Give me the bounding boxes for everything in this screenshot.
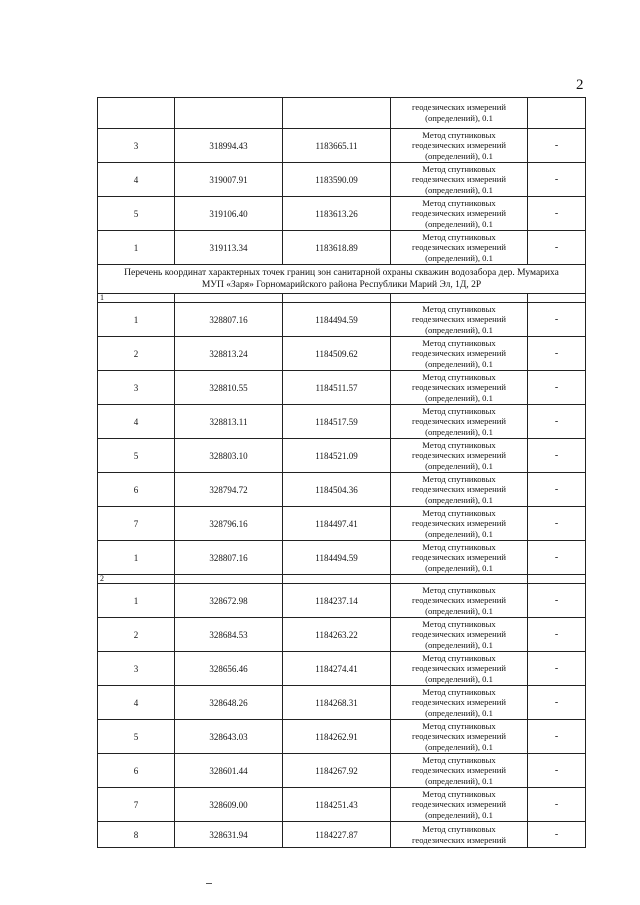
method-cell: Метод спутниковых геодезических измерений (определений), 0.1 bbox=[391, 754, 528, 788]
method-cell: Метод спутниковых геодезических измерений (определений), 0.1 bbox=[391, 584, 528, 618]
y-coordinate-cell: 1184517.59 bbox=[283, 405, 391, 439]
point-number-cell: 3 bbox=[98, 371, 175, 405]
accuracy-dash-cell: - bbox=[528, 129, 586, 163]
table-row bbox=[98, 686, 586, 720]
point-number-cell: 5 bbox=[98, 197, 175, 231]
accuracy-dash-cell: - bbox=[528, 584, 586, 618]
accuracy-dash-cell: - bbox=[528, 337, 586, 371]
y-coordinate-cell: 1184263.22 bbox=[283, 618, 391, 652]
x-coordinate-cell: 328684.53 bbox=[175, 618, 283, 652]
accuracy-dash-cell: - bbox=[528, 720, 586, 754]
y-coordinate-cell: 1184237.14 bbox=[283, 584, 391, 618]
accuracy-dash-cell: - bbox=[528, 439, 586, 473]
accuracy-dash-cell: - bbox=[528, 507, 586, 541]
table-row-continued bbox=[98, 98, 586, 129]
method-cell: Метод спутниковых геодезических измерений (определений), 0.1 bbox=[391, 163, 528, 197]
point-number-cell: 6 bbox=[98, 754, 175, 788]
table-row bbox=[98, 371, 586, 405]
point-number-cell: 7 bbox=[98, 788, 175, 822]
y-coordinate-cell: 1184509.62 bbox=[283, 337, 391, 371]
accuracy-dash-cell: - bbox=[528, 405, 586, 439]
zone-header-row bbox=[98, 294, 586, 303]
table-row bbox=[98, 720, 586, 754]
x-coordinate-cell: 328609.00 bbox=[175, 788, 283, 822]
table-row bbox=[98, 584, 586, 618]
point-number-cell: 4 bbox=[98, 405, 175, 439]
point-number-cell: 1 bbox=[98, 231, 175, 265]
method-cell: Метод спутниковых геодезических измерений (определений), 0.1 bbox=[391, 473, 528, 507]
accuracy-dash-cell: - bbox=[528, 371, 586, 405]
scan-mark bbox=[206, 883, 212, 884]
table-row bbox=[98, 163, 586, 197]
accuracy-dash-cell: - bbox=[528, 822, 586, 848]
x-coordinate-cell: 328656.46 bbox=[175, 652, 283, 686]
y-coordinate-cell: 1183618.89 bbox=[283, 231, 391, 265]
method-cell: Метод спутниковых геодезических измерений (определений), 0.1 bbox=[391, 720, 528, 754]
x-coordinate-cell: 328810.55 bbox=[175, 371, 283, 405]
x-coordinate-cell: 328643.03 bbox=[175, 720, 283, 754]
point-number-cell: 2 bbox=[98, 337, 175, 371]
accuracy-dash-cell: - bbox=[528, 197, 586, 231]
zone-label: 2 bbox=[98, 575, 175, 584]
method-cell: Метод спутниковых геодезических измерений (определений), 0.1 bbox=[391, 231, 528, 265]
method-cell: Метод спутниковых геодезических измерений (определений), 0.1 bbox=[391, 439, 528, 473]
accuracy-dash-cell: - bbox=[528, 686, 586, 720]
coordinates-table bbox=[97, 97, 586, 848]
method-cell: Метод спутниковых геодезических измерений (определений), 0.1 bbox=[391, 337, 528, 371]
x-coordinate-cell: 328807.16 bbox=[175, 541, 283, 575]
y-coordinate-cell: 1184494.59 bbox=[283, 303, 391, 337]
point-number-cell: 5 bbox=[98, 439, 175, 473]
x-coordinate-cell: 328813.24 bbox=[175, 337, 283, 371]
point-number-cell: 7 bbox=[98, 507, 175, 541]
point-number-cell: 3 bbox=[98, 129, 175, 163]
method-cell: Метод спутниковых геодезических измерений bbox=[391, 822, 528, 848]
accuracy-dash-cell: - bbox=[528, 541, 586, 575]
accuracy-dash-cell: - bbox=[528, 788, 586, 822]
x-coordinate-cell: 328672.98 bbox=[175, 584, 283, 618]
y-coordinate-cell: 1183590.09 bbox=[283, 163, 391, 197]
table-row bbox=[98, 129, 586, 163]
method-cell: Метод спутниковых геодезических измерений (определений), 0.1 bbox=[391, 303, 528, 337]
accuracy-dash-cell: - bbox=[528, 473, 586, 507]
point-number-cell: 1 bbox=[98, 584, 175, 618]
table-row bbox=[98, 405, 586, 439]
y-coordinate-cell: 1184521.09 bbox=[283, 439, 391, 473]
y-coordinate-cell: 1184251.43 bbox=[283, 788, 391, 822]
x-coordinate-cell: 319007.91 bbox=[175, 163, 283, 197]
table-row bbox=[98, 507, 586, 541]
method-cell: Метод спутниковых геодезических измерений (определений), 0.1 bbox=[391, 405, 528, 439]
accuracy-dash-cell: - bbox=[528, 618, 586, 652]
method-cell: геодезических измерений (определений), 0.1 bbox=[391, 98, 528, 129]
accuracy-dash-cell: - bbox=[528, 231, 586, 265]
y-coordinate-cell: 1183613.26 bbox=[283, 197, 391, 231]
table-row bbox=[98, 231, 586, 265]
point-number-cell: 1 bbox=[98, 541, 175, 575]
y-coordinate-cell: 1184494.59 bbox=[283, 541, 391, 575]
method-cell: Метод спутниковых геодезических измерений (определений), 0.1 bbox=[391, 507, 528, 541]
table-row bbox=[98, 618, 586, 652]
method-cell: Метод спутниковых геодезических измерений (определений), 0.1 bbox=[391, 618, 528, 652]
zone-header-row bbox=[98, 575, 586, 584]
x-coordinate-cell: 318994.43 bbox=[175, 129, 283, 163]
point-number-cell: 4 bbox=[98, 686, 175, 720]
table-row bbox=[98, 541, 586, 575]
section-caption: Перечень координат характерных точек границ зон санитарной охраны скважин водозабора дер. Мумариха МУП «Заря» Горномарийского района Республики Марий Эл, 1Д, 2Р bbox=[98, 265, 586, 294]
point-number-cell: 3 bbox=[98, 652, 175, 686]
x-coordinate-cell: 328631.94 bbox=[175, 822, 283, 848]
accuracy-dash-cell: - bbox=[528, 303, 586, 337]
x-coordinate-cell: 328813.11 bbox=[175, 405, 283, 439]
x-coordinate-cell: 319113.34 bbox=[175, 231, 283, 265]
x-coordinate-cell: 319106.40 bbox=[175, 197, 283, 231]
y-coordinate-cell: 1184262.91 bbox=[283, 720, 391, 754]
x-coordinate-cell: 328796.16 bbox=[175, 507, 283, 541]
method-cell: Метод спутниковых геодезических измерений (определений), 0.1 bbox=[391, 197, 528, 231]
method-cell: Метод спутниковых геодезических измерений (определений), 0.1 bbox=[391, 371, 528, 405]
x-coordinate-cell: 328794.72 bbox=[175, 473, 283, 507]
y-coordinate-cell: 1184267.92 bbox=[283, 754, 391, 788]
point-number-cell: 1 bbox=[98, 303, 175, 337]
table-row bbox=[98, 652, 586, 686]
table-row bbox=[98, 197, 586, 231]
point-number-cell: 8 bbox=[98, 822, 175, 848]
y-coordinate-cell: 1184274.41 bbox=[283, 652, 391, 686]
x-coordinate-cell: 328807.16 bbox=[175, 303, 283, 337]
table-row bbox=[98, 754, 586, 788]
y-coordinate-cell: 1184227.87 bbox=[283, 822, 391, 848]
accuracy-dash-cell: - bbox=[528, 652, 586, 686]
table-row bbox=[98, 788, 586, 822]
page-number: 2 bbox=[576, 77, 584, 93]
y-coordinate-cell: 1183665.11 bbox=[283, 129, 391, 163]
y-coordinate-cell: 1184511.57 bbox=[283, 371, 391, 405]
point-number-cell: 6 bbox=[98, 473, 175, 507]
method-cell: Метод спутниковых геодезических измерений (определений), 0.1 bbox=[391, 541, 528, 575]
caption-row bbox=[98, 265, 586, 294]
point-number-cell: 5 bbox=[98, 720, 175, 754]
y-coordinate-cell: 1184497.41 bbox=[283, 507, 391, 541]
accuracy-dash-cell: - bbox=[528, 754, 586, 788]
zone-label: 1 bbox=[98, 294, 175, 303]
y-coordinate-cell: 1184268.31 bbox=[283, 686, 391, 720]
method-cell: Метод спутниковых геодезических измерений (определений), 0.1 bbox=[391, 686, 528, 720]
x-coordinate-cell: 328601.44 bbox=[175, 754, 283, 788]
point-number-cell: 2 bbox=[98, 618, 175, 652]
x-coordinate-cell: 328803.10 bbox=[175, 439, 283, 473]
table-row bbox=[98, 473, 586, 507]
accuracy-dash-cell: - bbox=[528, 163, 586, 197]
table-row bbox=[98, 337, 586, 371]
table-row bbox=[98, 822, 586, 848]
table-row bbox=[98, 439, 586, 473]
table-row bbox=[98, 303, 586, 337]
x-coordinate-cell: 328648.26 bbox=[175, 686, 283, 720]
method-cell: Метод спутниковых геодезических измерений (определений), 0.1 bbox=[391, 129, 528, 163]
point-number-cell: 4 bbox=[98, 163, 175, 197]
method-cell: Метод спутниковых геодезических измерений (определений), 0.1 bbox=[391, 652, 528, 686]
y-coordinate-cell: 1184504.36 bbox=[283, 473, 391, 507]
method-cell: Метод спутниковых геодезических измерений (определений), 0.1 bbox=[391, 788, 528, 822]
